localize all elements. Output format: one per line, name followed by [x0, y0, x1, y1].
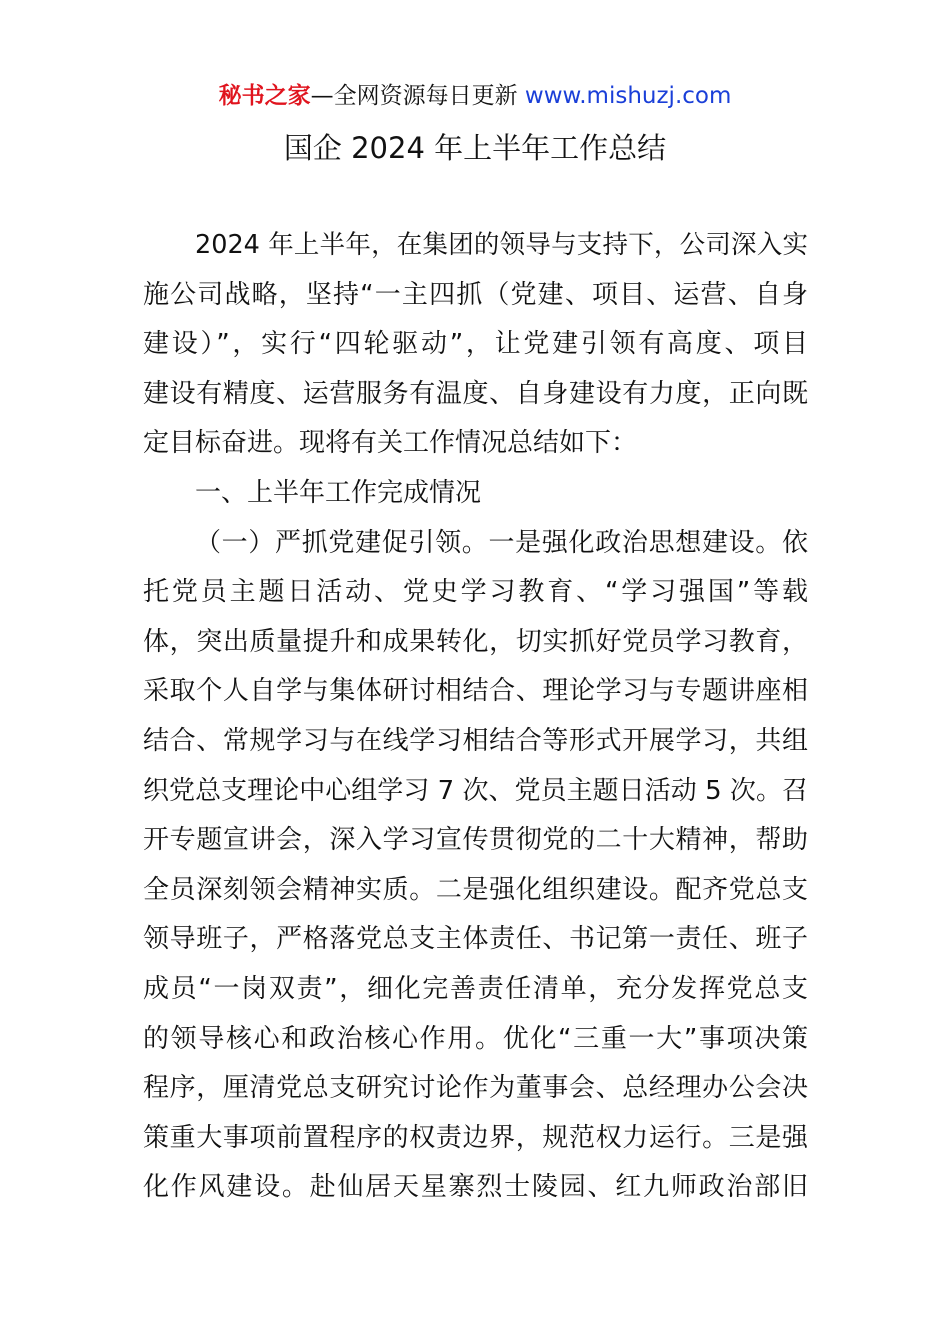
banner-tagline: —全网资源每日更新 [310, 83, 518, 109]
body-line: 成员“一岗双责”，细化完善责任清单，充分发挥党总支 [143, 973, 808, 1004]
body-line: 织党总支理论中心组学习 7 次、党员主题日活动 5 次。召 [143, 775, 808, 806]
body-line: 领导班子，严格落党总支主体责任、书记第一责任、班子 [143, 924, 808, 955]
body-line: 建设）”，实行“四轮驱动”，让党建引领有高度、项目 [143, 329, 808, 360]
document-body [143, 221, 808, 1213]
document-title: 国企 2024 年上半年工作总结 [283, 131, 667, 165]
body-line: 定目标奋进。现将有关工作情况总结如下： [143, 428, 638, 459]
body-line: 的领导核心和政治核心作用。优化“三重一大”事项决策 [143, 1023, 808, 1054]
body-line: 全员深刻领会精神实质。二是强化组织建设。配齐党总支 [143, 874, 808, 905]
body-line: 托党员主题日活动、党史学习教育、“学习强国”等载 [143, 577, 808, 608]
brand-name: 秘书之家 [218, 83, 311, 109]
body-line: 采取个人自学与集体研讨相结合、理论学习与专题讲座相 [143, 676, 808, 707]
body-line: 施公司战略，坚持“一主四抓（党建、项目、运营、自身 [143, 279, 808, 310]
body-line: （一）严抓党建促引领。一是强化政治思想建设。依 [195, 527, 808, 558]
body-line: 化作风建设。赴仙居天星寨烈士陵园、红九师政治部旧 [143, 1172, 808, 1203]
body-line: 开专题宣讲会，深入学习宣传贯彻党的二十大精神，帮助 [143, 825, 808, 856]
body-line: 结合、常规学习与在线学习相结合等形式开展学习，共组 [143, 725, 808, 756]
body-line: 建设有精度、运营服务有温度、自身建设有力度，正向既 [143, 378, 808, 409]
body-line: 体，突出质量提升和成果转化，切实抓好党员学习教育， [143, 626, 808, 657]
site-banner [0, 80, 950, 112]
body-line: 2024 年上半年，在集团的领导与支持下，公司深入实 [195, 230, 808, 260]
body-line: 策重大事项前置程序的权责边界，规范权力运行。三是强 [143, 1122, 808, 1153]
site-url: www.mishuzj.com [524, 83, 732, 109]
body-line: 程序，厘清党总支研究讨论作为董事会、总经理办公会决 [143, 1073, 808, 1104]
section-heading: 一、上半年工作完成情况 [195, 477, 482, 508]
